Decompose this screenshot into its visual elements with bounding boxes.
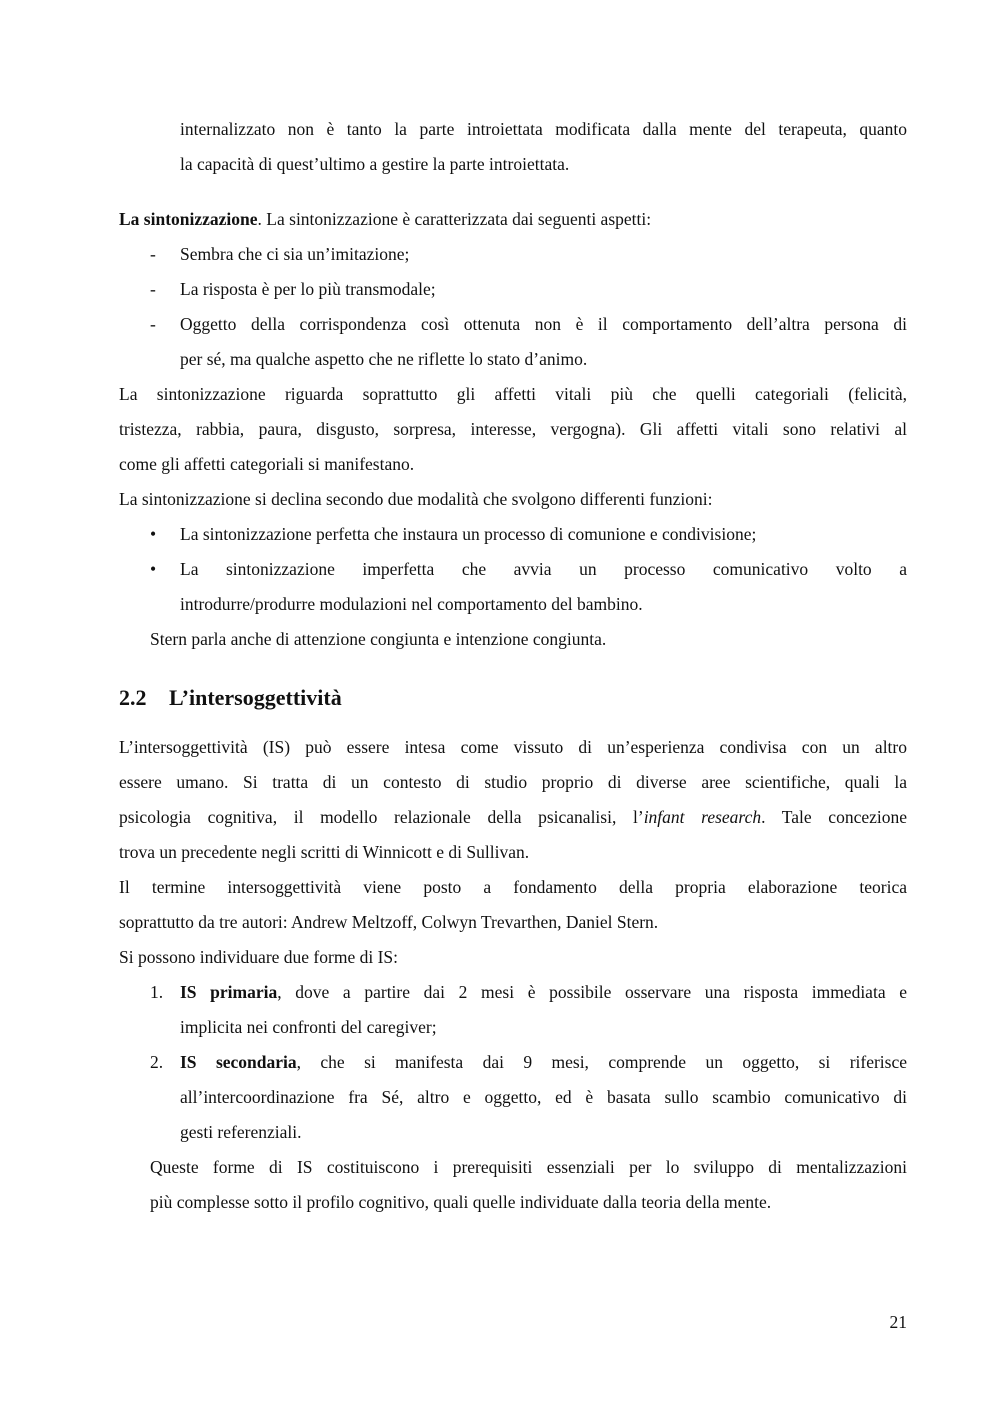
numbered-item bbox=[180, 975, 907, 1010]
paragraph-line: come gli affetti categoriali si manifestano. bbox=[119, 454, 415, 474]
intro-line-2: la capacità di quest’ultimo a gestire la parte introiettata. bbox=[180, 154, 570, 174]
item-text: , dove a partire dai 2 mesi è possibile osservare una risposta immediata e bbox=[277, 982, 907, 1002]
bullet-item: La sintonizzazione imperfetta che avvia un processo comunicativo volto a bbox=[180, 559, 907, 579]
paragraph-line bbox=[119, 800, 907, 835]
paragraph-text: . Tale concezione bbox=[761, 807, 908, 827]
dash-marker: - bbox=[150, 279, 156, 299]
paragraph-text: psicologia cognitiva, il modello relazionale della psicanalisi, l’ bbox=[119, 807, 644, 827]
section-title: L’intersoggettività bbox=[169, 685, 342, 710]
paragraph-line: più complesse sotto il profilo cognitivo, quali quelle individuate dalla teoria della mente. bbox=[150, 1192, 772, 1212]
item-term: IS primaria bbox=[180, 982, 278, 1002]
sintonizzazione-title-rest: . La sintonizzazione è caratterizzata dai seguenti aspetti: bbox=[257, 209, 652, 229]
numbered-item-continuation: implicita nei confronti del caregiver; bbox=[180, 1017, 437, 1037]
bullet-marker: • bbox=[150, 559, 157, 579]
bullet-item: La sintonizzazione perfetta che instaura un processo di comunione e condivisione; bbox=[180, 524, 757, 544]
list-number: 2. bbox=[150, 1052, 164, 1072]
paragraph-line: trova un precedente negli scritti di Winnicott e di Sullivan. bbox=[119, 842, 530, 862]
item-text: , che si manifesta dai 9 mesi, comprende un oggetto, si riferisce bbox=[296, 1052, 908, 1072]
intro-line-1: internalizzato non è tanto la parte introiettata modificata dalla mente del terapeuta, quanto bbox=[180, 119, 907, 139]
italic-term: infant research bbox=[643, 807, 762, 827]
dash-item: Sembra che ci sia un’imitazione; bbox=[180, 244, 410, 264]
paragraph-line: Si possono individuare due forme di IS: bbox=[119, 947, 399, 967]
dash-item: La risposta è per lo più transmodale; bbox=[180, 279, 436, 299]
paragraph-line: L’intersoggettività (IS) può essere intesa come vissuto di un’esperienza condivisa con un altro bbox=[119, 737, 907, 757]
section-number: 2.2 bbox=[119, 685, 147, 710]
paragraph-line: essere umano. Si tratta di un contesto di studio proprio di diverse aree scientifiche, quali la bbox=[119, 772, 907, 792]
paragraph-line: La sintonizzazione si declina secondo due modalità che svolgono differenti funzioni: bbox=[119, 489, 713, 509]
paragraph-line: Il termine intersoggettività viene posto a fondamento della propria elaborazione teorica bbox=[119, 877, 907, 897]
dash-marker: - bbox=[150, 244, 156, 264]
sintonizzazione-title: La sintonizzazione bbox=[119, 209, 258, 229]
dash-item-continuation: per sé, ma qualche aspetto che ne riflette lo stato d’animo. bbox=[180, 349, 588, 369]
dash-marker: - bbox=[150, 314, 156, 334]
dash-item: Oggetto della corrispondenza così ottenuta non è il comportamento dell’altra persona di bbox=[180, 314, 907, 334]
bullet-marker: • bbox=[150, 524, 157, 544]
page-number: 21 bbox=[889, 1312, 907, 1332]
paragraph-line: tristezza, rabbia, paura, disgusto, sorpresa, interesse, vergogna). Gli affetti vitali sono relativi al bbox=[119, 419, 907, 439]
list-number: 1. bbox=[150, 982, 164, 1002]
paragraph-line: Queste forme di IS costituiscono i prerequisiti essenziali per lo sviluppo di mentalizzazioni bbox=[150, 1157, 907, 1177]
numbered-item-continuation: gesti referenziali. bbox=[180, 1122, 302, 1142]
paragraph-line: La sintonizzazione riguarda soprattutto gli affetti vitali più che quelli categoriali (felicità, bbox=[119, 384, 907, 404]
numbered-item-continuation: all’intercoordinazione fra Sé, altro e oggetto, ed è basata sullo scambio comunicativo di bbox=[180, 1087, 907, 1107]
section-heading bbox=[119, 682, 342, 714]
item-term: IS secondaria bbox=[180, 1052, 297, 1072]
paragraph-line: soprattutto da tre autori: Andrew Meltzoff, Colwyn Trevarthen, Daniel Stern. bbox=[119, 912, 659, 932]
stern-note: Stern parla anche di attenzione congiunta e intenzione congiunta. bbox=[150, 629, 607, 649]
numbered-item bbox=[180, 1045, 907, 1080]
sintonizzazione-lead bbox=[119, 202, 651, 237]
bullet-item-continuation: introdurre/produrre modulazioni nel comportamento del bambino. bbox=[180, 594, 643, 614]
